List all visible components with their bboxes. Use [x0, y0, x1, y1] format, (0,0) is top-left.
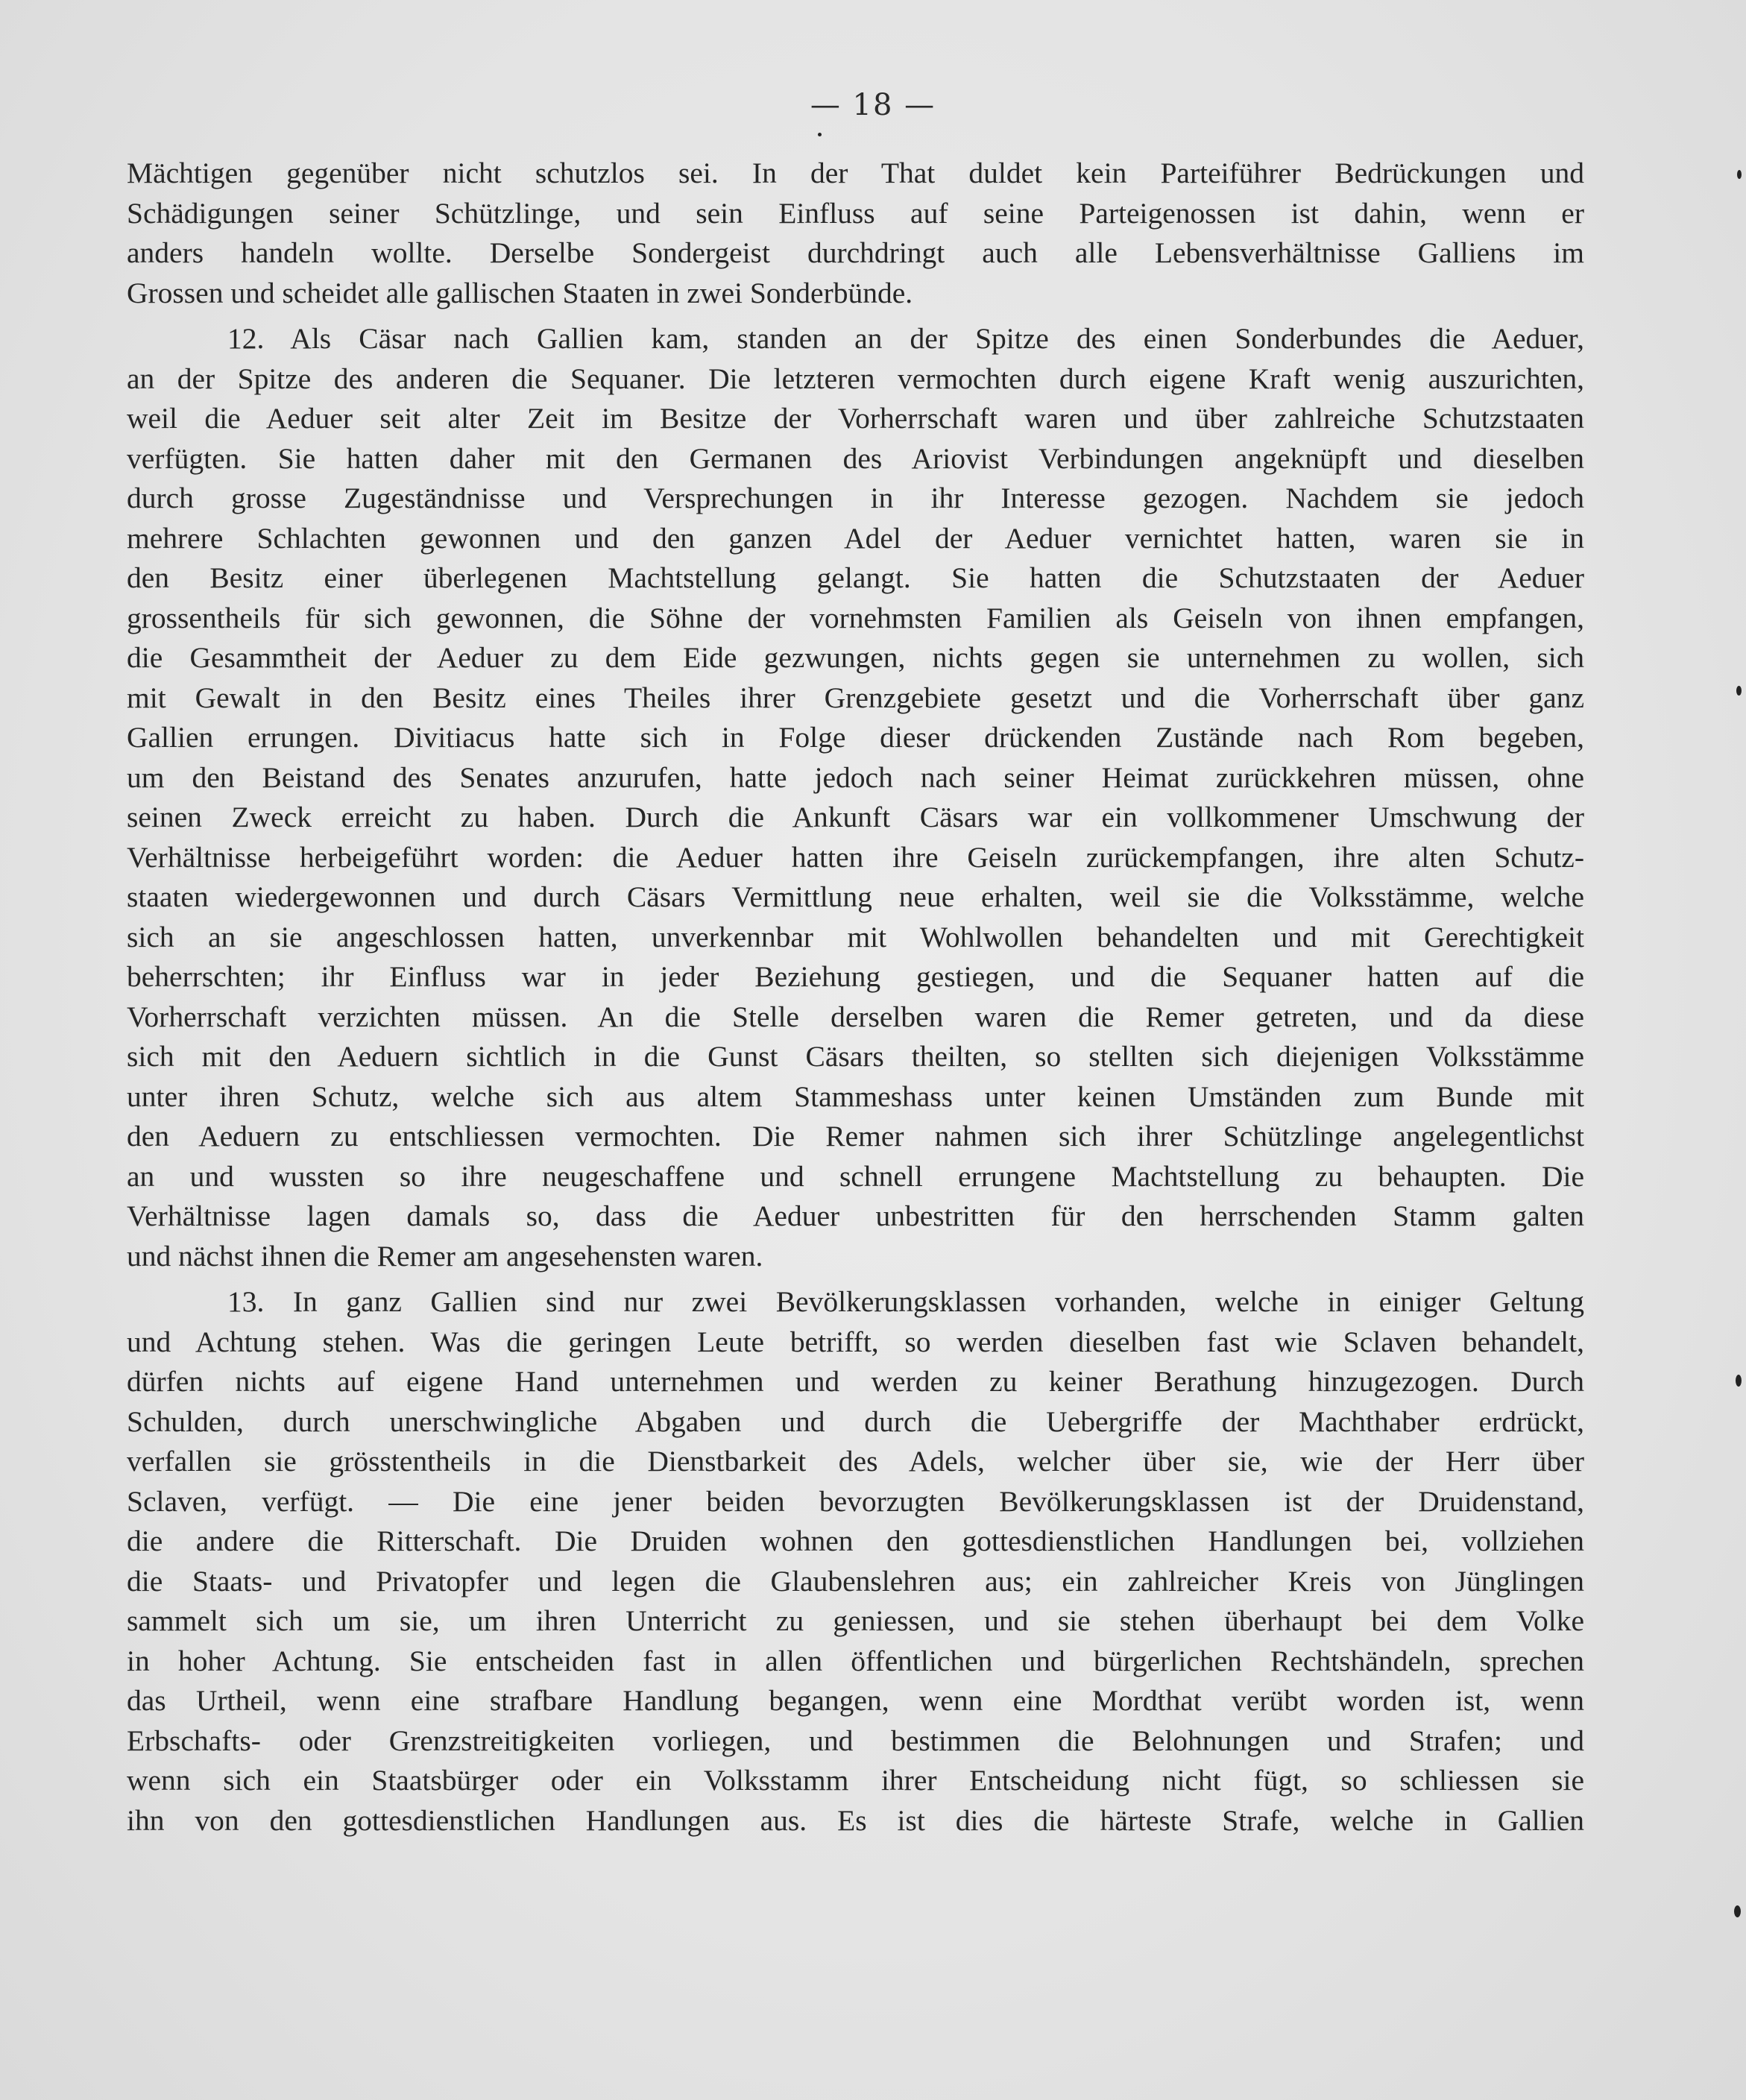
text-line: seinen Zweck erreicht zu haben. Durch die Ankunft Cäsars war ein vollkommener Umschwung der — [127, 801, 1584, 833]
text-line: um den Beistand des Senates anzurufen, hatte jedoch nach seiner Heimat zurückkehren müssen, ohne — [127, 760, 1584, 794]
text-line: mit Gewalt in den Besitz eines Theiles ihrer Grenzgebiete gesetzt und die Vorherrschaft über ganz — [127, 681, 1584, 714]
text-line: sich mit den Aeduern sichtlich in die Gunst Cäsars theilten, so stellten sich diejenigen Volksstämme — [127, 1040, 1584, 1073]
text-line: und nächst ihnen die Remer am angesehensten waren. — [127, 1239, 763, 1273]
text-line: weil die Aeduer seit alter Zeit im Besitze der Vorherrschaft waren und über zahlreiche Schutzstaaten — [127, 402, 1584, 435]
text-line: staaten wiedergewonnen und durch Cäsars Vermittlung neue erhalten, weil sie die Volksstämme, welche — [127, 880, 1584, 913]
text-line: den Aeduern zu entschliessen vermochten. Die Remer nahmen sich ihrer Schützlinge angelegentlichst — [127, 1120, 1584, 1153]
scan-speck — [1736, 1375, 1742, 1387]
text-line: in hoher Achtung. Sie entscheiden fast in allen öffentlichen und bürgerlichen Rechtshändeln, sprechen — [127, 1644, 1584, 1677]
text-line: an und wussten so ihre neugeschaffene und schnell errungene Machtstellung zu behaupten. Die — [127, 1159, 1584, 1193]
text-line: Sclaven, verfügt. — Die eine jener beiden bevorzugten Bevölkerungsklassen ist der Druidenstand, — [127, 1484, 1584, 1518]
text-line: Erbschafts- oder Grenzstreitigkeiten vorliegen, und bestimmen die Belohnungen und Strafen; und — [127, 1724, 1584, 1757]
scan-speck — [1737, 170, 1742, 179]
text-line: unter ihren Schutz, welche sich aus altem Stammeshass unter keinen Umständen zum Bunde mit — [127, 1079, 1584, 1113]
text-line: beherrschten; ihr Einfluss war in jeder Beziehung gestiegen, und die Sequaner hatten auf die — [127, 960, 1584, 993]
text-line: wenn sich ein Staatsbürger oder ein Volksstamm ihrer Entscheidung nicht fügt, so schliessen sie — [127, 1764, 1584, 1797]
text-line: 13. In ganz Gallien sind nur zwei Bevölkerungsklassen vorhanden, welche in einiger Geltung — [227, 1285, 1584, 1318]
text-line: 12. Als Cäsar nach Gallien kam, standen an der Spitze des einen Sonderbundes die Aeduer, — [227, 322, 1584, 355]
paragraph-gap — [127, 313, 1584, 319]
text-line: sammelt sich um sie, um ihren Unterricht zu geniessen, und sie stehen überhaupt bei dem Volke — [127, 1604, 1584, 1637]
body-text — [127, 154, 1584, 1841]
text-line: Grossen und scheidet alle gallischen Staaten in zwei Sonderbünde. — [127, 276, 913, 309]
text-line: die andere die Ritterschaft. Die Druiden wohnen den gottesdienstlichen Handlungen bei, vollziehen — [127, 1524, 1584, 1557]
text-line: Schulden, durch unerschwingliche Abgaben und durch die Uebergriffe der Machthaber erdrückt, — [127, 1404, 1584, 1438]
text-line: Gallien errungen. Divitiacus hatte sich in Folge dieser drückenden Zustände nach Rom begeben, — [127, 721, 1584, 754]
paragraph — [127, 154, 1584, 313]
text-line: die Staats- und Privatopfer und legen die Glaubenslehren aus; ein zahlreicher Kreis von Jünglingen — [127, 1564, 1584, 1598]
text-line: Vorherrschaft verzichten müssen. An die Stelle derselben waren die Remer getreten, und da diese — [127, 1000, 1584, 1033]
page-number: — 18 — — [810, 88, 936, 122]
scan-speck — [818, 133, 822, 136]
paragraph — [127, 1282, 1584, 1841]
paragraph — [127, 319, 1584, 1276]
text-line: das Urtheil, wenn eine strafbare Handlung begangen, wenn eine Mordthat verübt worden ist, wenn — [127, 1684, 1584, 1717]
text-line: und Achtung stehen. Was die geringen Leute betrifft, so werden dieselben fast wie Sclaven behandelt, — [127, 1325, 1584, 1358]
text-line: anders handeln wollte. Derselbe Sondergeist durchdringt auch alle Lebensverhältnisse Galliens im — [127, 236, 1584, 269]
text-line: an der Spitze des anderen die Sequaner. Die letzteren vermochten durch eigene Kraft wenig auszurichten, — [127, 362, 1584, 395]
scan-speck — [1736, 686, 1742, 696]
text-line: verfügten. Sie hatten daher mit den Germanen des Ariovist Verbindungen angeknüpft und dieselben — [127, 441, 1584, 475]
text-line: durch grosse Zugeständnisse und Versprechungen in ihr Interesse gezogen. Nachdem sie jedoch — [127, 482, 1584, 514]
text-line: Mächtigen gegenüber nicht schutzlos sei. In der That duldet kein Parteiführer Bedrückungen und — [127, 157, 1584, 189]
text-line: dürfen nichts auf eigene Hand unternehmen und werden zu keiner Berathung hinzugezogen. Durch — [127, 1365, 1584, 1398]
text-line: verfallen sie grösstentheils in die Dienstbarkeit des Adels, welcher über sie, wie der Herr über — [127, 1445, 1584, 1478]
text-line: grossentheils für sich gewonnen, die Söhne der vornehmsten Familien als Geiseln von ihnen empfangen, — [127, 601, 1584, 634]
text-line: die Gesammtheit der Aeduer zu dem Eide gezwungen, nichts gegen sie unternehmen zu wollen, sich — [127, 641, 1584, 674]
text-line: sich an sie angeschlossen hatten, unverkennbar mit Wohlwollen behandelten und mit Gerechtigkeit — [127, 920, 1584, 953]
paragraph-gap — [127, 1276, 1584, 1282]
text-line: ihn von den gottesdienstlichen Handlungen aus. Es ist dies die härteste Strafe, welche in Gallien — [127, 1803, 1584, 1837]
text-line: Verhältnisse herbeigeführt worden: die Aeduer hatten ihre Geiseln zurückempfangen, ihre alten Schutz- — [127, 840, 1584, 874]
text-line: den Besitz einer überlegenen Machtstellung gelangt. Sie hatten die Schutzstaaten der Aeduer — [127, 561, 1584, 594]
text-line: Schädigungen seiner Schützlinge, und sein Einfluss auf seine Parteigenossen ist dahin, wenn er — [127, 196, 1584, 230]
text-line: mehrere Schlachten gewonnen und den ganzen Adel der Aeduer vernichtet hatten, waren sie in — [127, 521, 1584, 555]
text-line: Verhältnisse lagen damals so, dass die Aeduer unbestritten für den herrschenden Stamm galten — [127, 1199, 1584, 1232]
scan-speck — [1734, 1905, 1741, 1917]
